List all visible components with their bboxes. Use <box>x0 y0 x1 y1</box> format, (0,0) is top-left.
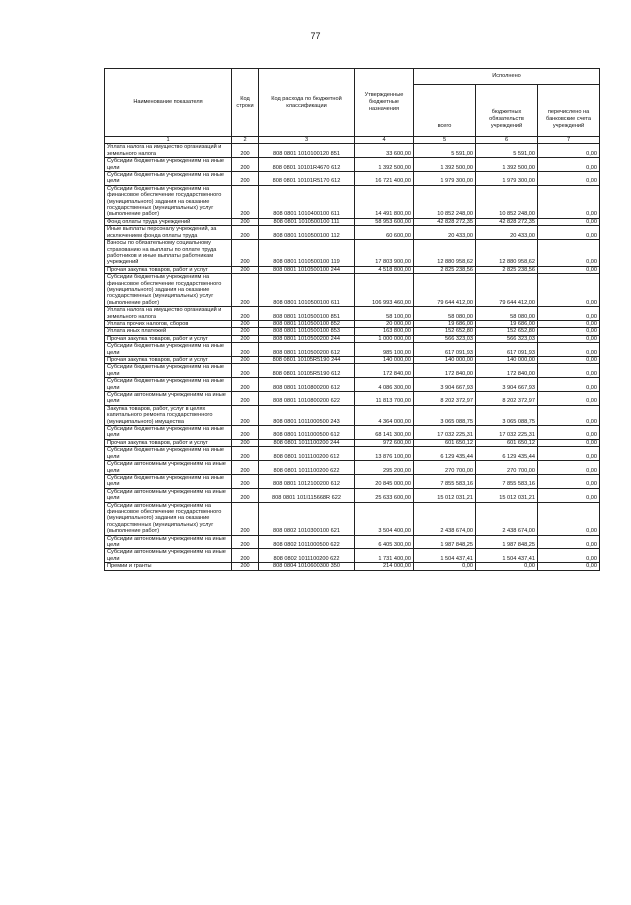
indicator-name-cell: Субсидии автономным учреждениям на иные цели <box>105 392 232 406</box>
budget-obligations-cell: 0,00 <box>476 563 538 570</box>
table-header <box>105 69 600 144</box>
column-number: 4 <box>355 137 414 144</box>
budget-obligations-cell: 42 828 272,35 <box>476 218 538 225</box>
column-number: 1 <box>105 137 232 144</box>
kbk-code-cell: 808 0801 1012100200 612 <box>259 474 355 488</box>
row-code-cell: 200 <box>232 320 259 327</box>
kbk-code-cell: 808 0801 10101R5170 612 <box>259 172 355 186</box>
indicator-name-cell: Субсидии автономным учреждениям на иные цели <box>105 461 232 475</box>
table-row <box>105 335 600 342</box>
table-row <box>105 343 600 357</box>
indicator-name-cell: Субсидии бюджетным учреждениям на иные цели <box>105 343 232 357</box>
approved-amount-cell: 60 600,00 <box>355 226 414 240</box>
column-number-row <box>105 137 600 144</box>
table-row <box>105 266 600 273</box>
row-code-cell: 200 <box>232 172 259 186</box>
row-code-cell: 200 <box>232 563 259 570</box>
bank-transfer-cell: 0,00 <box>538 488 600 502</box>
header-executed: Исполнено <box>414 69 600 85</box>
approved-amount-cell: 58 953 600,00 <box>355 218 414 225</box>
row-code-cell: 200 <box>232 240 259 267</box>
kbk-code-cell: 808 0801 1011000500 243 <box>259 405 355 425</box>
budget-obligations-cell: 3 904 667,93 <box>476 378 538 392</box>
indicator-name-cell: Субсидии бюджетным учреждениям на финансовое обеспечение государственного (муниципального) задания на оказание государственных (муниципальных) услуг (выполнение работ) <box>105 185 232 218</box>
kbk-code-cell: 808 0801 1010500100 112 <box>259 226 355 240</box>
budget-obligations-cell: 15 012 031,21 <box>476 488 538 502</box>
indicator-name-cell: Взносы по обязательному социальному страхованию на выплаты по оплате труда работников и иные выплаты работникам учреждений <box>105 240 232 267</box>
approved-amount-cell: 1 392 500,00 <box>355 158 414 172</box>
executed-total-cell: 8 202 372,97 <box>414 392 476 406</box>
table-row <box>105 439 600 446</box>
approved-amount-cell: 13 876 100,00 <box>355 447 414 461</box>
column-number: 3 <box>259 137 355 144</box>
executed-total-cell: 15 012 031,21 <box>414 488 476 502</box>
executed-total-cell: 20 433,00 <box>414 226 476 240</box>
budget-obligations-cell: 2 438 674,00 <box>476 502 538 535</box>
table-row <box>105 474 600 488</box>
row-code-cell: 200 <box>232 447 259 461</box>
table-body <box>105 144 600 570</box>
kbk-code-cell: 808 0801 1011100200 244 <box>259 439 355 446</box>
indicator-name-cell: Закупка товаров, работ, услуг в целях капитального ремонта государственного (муниципального) имущества <box>105 405 232 425</box>
column-number: 7 <box>538 137 600 144</box>
kbk-code-cell: 808 0801 1011100200 622 <box>259 461 355 475</box>
approved-amount-cell: 33 600,00 <box>355 144 414 158</box>
budget-obligations-cell: 17 032 225,31 <box>476 426 538 440</box>
table-row <box>105 426 600 440</box>
table-row <box>105 274 600 307</box>
indicator-name-cell: Субсидии бюджетным учреждениям на иные цели <box>105 426 232 440</box>
indicator-name-cell: Прочая закупка товаров, работ и услуг <box>105 439 232 446</box>
kbk-code-cell: 808 0802 1011000500 622 <box>259 535 355 549</box>
executed-total-cell: 1 392 500,00 <box>414 158 476 172</box>
executed-total-cell: 58 080,00 <box>414 307 476 321</box>
table-row <box>105 392 600 406</box>
bank-transfer-cell: 0,00 <box>538 335 600 342</box>
budget-obligations-cell: 172 840,00 <box>476 364 538 378</box>
table-row <box>105 563 600 570</box>
row-code-cell: 200 <box>232 392 259 406</box>
header-bank-accounts: перечислено на банковские счета учреждений <box>538 85 600 137</box>
kbk-code-cell: 808 0801 1010800200 612 <box>259 378 355 392</box>
budget-obligations-cell: 10 852 248,00 <box>476 185 538 218</box>
kbk-code-cell: 808 0801 1010500100 119 <box>259 240 355 267</box>
table-row <box>105 549 600 563</box>
row-code-cell: 200 <box>232 439 259 446</box>
bank-transfer-cell: 0,00 <box>538 307 600 321</box>
table-row <box>105 240 600 267</box>
indicator-name-cell: Уплата прочих налогов, сборов <box>105 320 232 327</box>
indicator-name-cell: Субсидии бюджетным учреждениям на иные цели <box>105 364 232 378</box>
row-code-cell: 200 <box>232 378 259 392</box>
table-row <box>105 535 600 549</box>
approved-amount-cell: 1 731 400,00 <box>355 549 414 563</box>
approved-amount-cell: 6 405 300,00 <box>355 535 414 549</box>
budget-obligations-cell: 1 504 437,41 <box>476 549 538 563</box>
approved-amount-cell: 14 491 800,00 <box>355 185 414 218</box>
executed-total-cell: 601 650,12 <box>414 439 476 446</box>
budget-obligations-cell: 8 202 372,97 <box>476 392 538 406</box>
indicator-name-cell: Субсидии бюджетным учреждениям на иные цели <box>105 172 232 186</box>
page-number: 77 <box>310 31 321 41</box>
executed-total-cell: 617 091,93 <box>414 343 476 357</box>
budget-obligations-cell: 79 644 412,00 <box>476 274 538 307</box>
executed-total-cell: 42 828 272,35 <box>414 218 476 225</box>
executed-total-cell: 1 979 300,00 <box>414 172 476 186</box>
approved-amount-cell: 163 800,00 <box>355 328 414 335</box>
budget-obligations-cell: 1 987 848,25 <box>476 535 538 549</box>
row-code-cell: 200 <box>232 328 259 335</box>
indicator-name-cell: Субсидии автономным учреждениям на иные цели <box>105 535 232 549</box>
executed-total-cell: 3 065 088,75 <box>414 405 476 425</box>
row-code-cell: 200 <box>232 185 259 218</box>
executed-total-cell: 3 904 667,93 <box>414 378 476 392</box>
approved-amount-cell: 3 504 400,00 <box>355 502 414 535</box>
indicator-name-cell: Прочая закупка товаров, работ и услуг <box>105 357 232 364</box>
executed-total-cell: 12 880 958,62 <box>414 240 476 267</box>
indicator-name-cell: Субсидии бюджетным учреждениям на иные цели <box>105 474 232 488</box>
kbk-code-cell: 808 0801 10101R4670 612 <box>259 158 355 172</box>
budget-obligations-cell: 270 700,00 <box>476 461 538 475</box>
row-code-cell: 200 <box>232 461 259 475</box>
approved-amount-cell: 985 100,00 <box>355 343 414 357</box>
row-code-cell: 200 <box>232 144 259 158</box>
executed-total-cell: 10 852 248,00 <box>414 185 476 218</box>
approved-amount-cell: 4 086 300,00 <box>355 378 414 392</box>
bank-transfer-cell: 0,00 <box>538 172 600 186</box>
kbk-code-cell: 808 0801 1010500100 111 <box>259 218 355 225</box>
column-number: 5 <box>414 137 476 144</box>
executed-total-cell: 17 032 225,31 <box>414 426 476 440</box>
approved-amount-cell: 68 141 300,00 <box>355 426 414 440</box>
bank-transfer-cell: 0,00 <box>538 502 600 535</box>
bank-transfer-cell: 0,00 <box>538 535 600 549</box>
kbk-code-cell: 808 0801 1010500200 244 <box>259 335 355 342</box>
indicator-name-cell: Субсидии бюджетным учреждениям на иные цели <box>105 447 232 461</box>
table-row <box>105 226 600 240</box>
budget-obligations-cell: 1 979 300,00 <box>476 172 538 186</box>
approved-amount-cell: 17 803 900,00 <box>355 240 414 267</box>
bank-transfer-cell: 0,00 <box>538 226 600 240</box>
budget-obligations-cell: 12 880 958,62 <box>476 240 538 267</box>
column-number: 2 <box>232 137 259 144</box>
header-approved: Утвержденные бюджетные назначения <box>355 69 414 137</box>
executed-total-cell: 79 644 412,00 <box>414 274 476 307</box>
budget-obligations-cell: 6 129 435,44 <box>476 447 538 461</box>
header-name: Наименование показателя <box>105 69 232 137</box>
bank-transfer-cell: 0,00 <box>538 185 600 218</box>
row-code-cell: 200 <box>232 502 259 535</box>
bank-transfer-cell: 0,00 <box>538 461 600 475</box>
executed-total-cell: 172 840,00 <box>414 364 476 378</box>
kbk-code-cell: 808 0801 1011100200 612 <box>259 447 355 461</box>
bank-transfer-cell: 0,00 <box>538 426 600 440</box>
approved-amount-cell: 25 633 600,00 <box>355 488 414 502</box>
executed-total-cell: 5 591,00 <box>414 144 476 158</box>
kbk-code-cell: 808 0801 1010500200 612 <box>259 343 355 357</box>
kbk-code-cell: 808 0802 1011100200 622 <box>259 549 355 563</box>
indicator-name-cell: Субсидии бюджетным учреждениям на иные цели <box>105 378 232 392</box>
approved-amount-cell: 172 840,00 <box>355 364 414 378</box>
executed-total-cell: 2 438 674,00 <box>414 502 476 535</box>
budget-obligations-cell: 1 392 500,00 <box>476 158 538 172</box>
indicator-name-cell: Прочая закупка товаров, работ и услуг <box>105 335 232 342</box>
executed-total-cell: 7 855 583,16 <box>414 474 476 488</box>
row-code-cell: 200 <box>232 405 259 425</box>
table-row <box>105 307 600 321</box>
header-kbk: Код расхода по бюджетной классификации <box>259 69 355 137</box>
kbk-code-cell: 808 0801 10105R5190 244 <box>259 357 355 364</box>
executed-total-cell: 270 700,00 <box>414 461 476 475</box>
table-row <box>105 502 600 535</box>
bank-transfer-cell: 0,00 <box>538 240 600 267</box>
budget-obligations-cell: 58 080,00 <box>476 307 538 321</box>
row-code-cell: 200 <box>232 357 259 364</box>
row-code-cell: 200 <box>232 549 259 563</box>
approved-amount-cell: 4 518 800,00 <box>355 266 414 273</box>
row-code-cell: 200 <box>232 426 259 440</box>
indicator-name-cell: Субсидии автономным учреждениям на иные цели <box>105 549 232 563</box>
bank-transfer-cell: 0,00 <box>538 392 600 406</box>
budget-execution-table <box>104 68 600 571</box>
table-row <box>105 405 600 425</box>
kbk-code-cell: 808 0801 1010500100 611 <box>259 274 355 307</box>
table-row <box>105 158 600 172</box>
executed-total-cell: 1 987 848,25 <box>414 535 476 549</box>
approved-amount-cell: 140 000,00 <box>355 357 414 364</box>
bank-transfer-cell: 0,00 <box>538 274 600 307</box>
row-code-cell: 200 <box>232 218 259 225</box>
budget-obligations-cell: 617 091,93 <box>476 343 538 357</box>
indicator-name-cell: Уплата налога на имущество организаций и земельного налога <box>105 307 232 321</box>
budget-obligations-cell: 3 065 088,75 <box>476 405 538 425</box>
kbk-code-cell: 808 0801 10105R5190 612 <box>259 364 355 378</box>
bank-transfer-cell: 0,00 <box>538 364 600 378</box>
kbk-code-cell: 808 0801 101I115668R 622 <box>259 488 355 502</box>
table-row <box>105 144 600 158</box>
table-row <box>105 447 600 461</box>
kbk-code-cell: 808 0802 1010300100 621 <box>259 502 355 535</box>
row-code-cell: 200 <box>232 535 259 549</box>
budget-obligations-cell: 20 433,00 <box>476 226 538 240</box>
bank-transfer-cell: 0,00 <box>538 357 600 364</box>
kbk-code-cell: 808 0801 1010800200 622 <box>259 392 355 406</box>
table-row <box>105 364 600 378</box>
bank-transfer-cell: 0,00 <box>538 549 600 563</box>
row-code-cell: 200 <box>232 274 259 307</box>
approved-amount-cell: 972 600,00 <box>355 439 414 446</box>
executed-total-cell: 152 652,80 <box>414 328 476 335</box>
table-row <box>105 461 600 475</box>
kbk-code-cell: 808 0801 1010500100 853 <box>259 328 355 335</box>
kbk-code-cell: 808 0801 1010100120 851 <box>259 144 355 158</box>
row-code-cell: 200 <box>232 474 259 488</box>
budget-obligations-cell: 140 000,00 <box>476 357 538 364</box>
bank-transfer-cell: 0,00 <box>538 218 600 225</box>
header-budget-obligations: бюджетных обязательств учреждений <box>476 85 538 137</box>
table-row <box>105 488 600 502</box>
indicator-name-cell: Субсидии бюджетным учреждениям на иные цели <box>105 158 232 172</box>
bank-transfer-cell: 0,00 <box>538 328 600 335</box>
approved-amount-cell: 214 000,00 <box>355 563 414 570</box>
table-row <box>105 378 600 392</box>
executed-total-cell: 0,00 <box>414 563 476 570</box>
executed-total-cell: 566 323,03 <box>414 335 476 342</box>
budget-obligations-cell: 2 825 238,56 <box>476 266 538 273</box>
budget-obligations-cell: 601 650,12 <box>476 439 538 446</box>
table-row <box>105 328 600 335</box>
bank-transfer-cell: 0,00 <box>538 266 600 273</box>
bank-transfer-cell: 0,00 <box>538 158 600 172</box>
header-total: всего <box>414 85 476 137</box>
indicator-name-cell: Субсидии автономным учреждениям на иные цели <box>105 488 232 502</box>
approved-amount-cell: 11 813 700,00 <box>355 392 414 406</box>
indicator-name-cell: Субсидии автономным учреждениям на финансовое обеспечение государственного (муниципального) задания на оказание государственных (муниципальных) услуг (выполнение работ) <box>105 502 232 535</box>
column-number: 6 <box>476 137 538 144</box>
indicator-name-cell: Уплата налога на имущество организаций и земельного налога <box>105 144 232 158</box>
bank-transfer-cell: 0,00 <box>538 563 600 570</box>
table-row <box>105 320 600 327</box>
approved-amount-cell: 16 721 400,00 <box>355 172 414 186</box>
budget-obligations-cell: 566 323,03 <box>476 335 538 342</box>
bank-transfer-cell: 0,00 <box>538 343 600 357</box>
row-code-cell: 200 <box>232 307 259 321</box>
bank-transfer-cell: 0,00 <box>538 439 600 446</box>
indicator-name-cell: Субсидии бюджетным учреждениям на финансовое обеспечение государственного (муниципального) задания на оказание государственных (муниципальных) услуг (выполнение работ) <box>105 274 232 307</box>
approved-amount-cell: 295 200,00 <box>355 461 414 475</box>
executed-total-cell: 6 129 435,44 <box>414 447 476 461</box>
table-row <box>105 357 600 364</box>
executed-total-cell: 1 504 437,41 <box>414 549 476 563</box>
kbk-code-cell: 808 0801 1010500100 852 <box>259 320 355 327</box>
approved-amount-cell: 4 364 000,00 <box>355 405 414 425</box>
header-row-code: Код строки <box>232 69 259 137</box>
bank-transfer-cell: 0,00 <box>538 474 600 488</box>
indicator-name-cell: Иные выплаты персоналу учреждений, за исключением фонда оплаты труда <box>105 226 232 240</box>
approved-amount-cell: 58 100,00 <box>355 307 414 321</box>
approved-amount-cell: 106 993 460,00 <box>355 274 414 307</box>
bank-transfer-cell: 0,00 <box>538 378 600 392</box>
budget-obligations-cell: 7 855 583,16 <box>476 474 538 488</box>
executed-total-cell: 2 825 238,56 <box>414 266 476 273</box>
row-code-cell: 200 <box>232 335 259 342</box>
approved-amount-cell: 20 000,00 <box>355 320 414 327</box>
kbk-code-cell: 808 0804 1010600300 350 <box>259 563 355 570</box>
approved-amount-cell: 20 845 000,00 <box>355 474 414 488</box>
executed-total-cell: 140 000,00 <box>414 357 476 364</box>
budget-obligations-cell: 19 686,00 <box>476 320 538 327</box>
row-code-cell: 200 <box>232 226 259 240</box>
indicator-name-cell: Уплата иных платежей <box>105 328 232 335</box>
row-code-cell: 200 <box>232 266 259 273</box>
approved-amount-cell: 1 000 000,00 <box>355 335 414 342</box>
table-row <box>105 172 600 186</box>
bank-transfer-cell: 0,00 <box>538 447 600 461</box>
bank-transfer-cell: 0,00 <box>538 405 600 425</box>
indicator-name-cell: Прочая закупка товаров, работ и услуг <box>105 266 232 273</box>
kbk-code-cell: 808 0801 1010500100 851 <box>259 307 355 321</box>
kbk-code-cell: 808 0801 1011000500 612 <box>259 426 355 440</box>
indicator-name-cell: Премии и гранты <box>105 563 232 570</box>
table-row <box>105 218 600 225</box>
kbk-code-cell: 808 0801 1010500100 244 <box>259 266 355 273</box>
table-row <box>105 185 600 218</box>
budget-obligations-cell: 152 652,80 <box>476 328 538 335</box>
indicator-name-cell: Фонд оплаты труда учреждений <box>105 218 232 225</box>
row-code-cell: 200 <box>232 343 259 357</box>
kbk-code-cell: 808 0801 1010400100 611 <box>259 185 355 218</box>
row-code-cell: 200 <box>232 488 259 502</box>
row-code-cell: 200 <box>232 158 259 172</box>
bank-transfer-cell: 0,00 <box>538 320 600 327</box>
row-code-cell: 200 <box>232 364 259 378</box>
executed-total-cell: 19 686,00 <box>414 320 476 327</box>
budget-obligations-cell: 5 591,00 <box>476 144 538 158</box>
bank-transfer-cell: 0,00 <box>538 144 600 158</box>
